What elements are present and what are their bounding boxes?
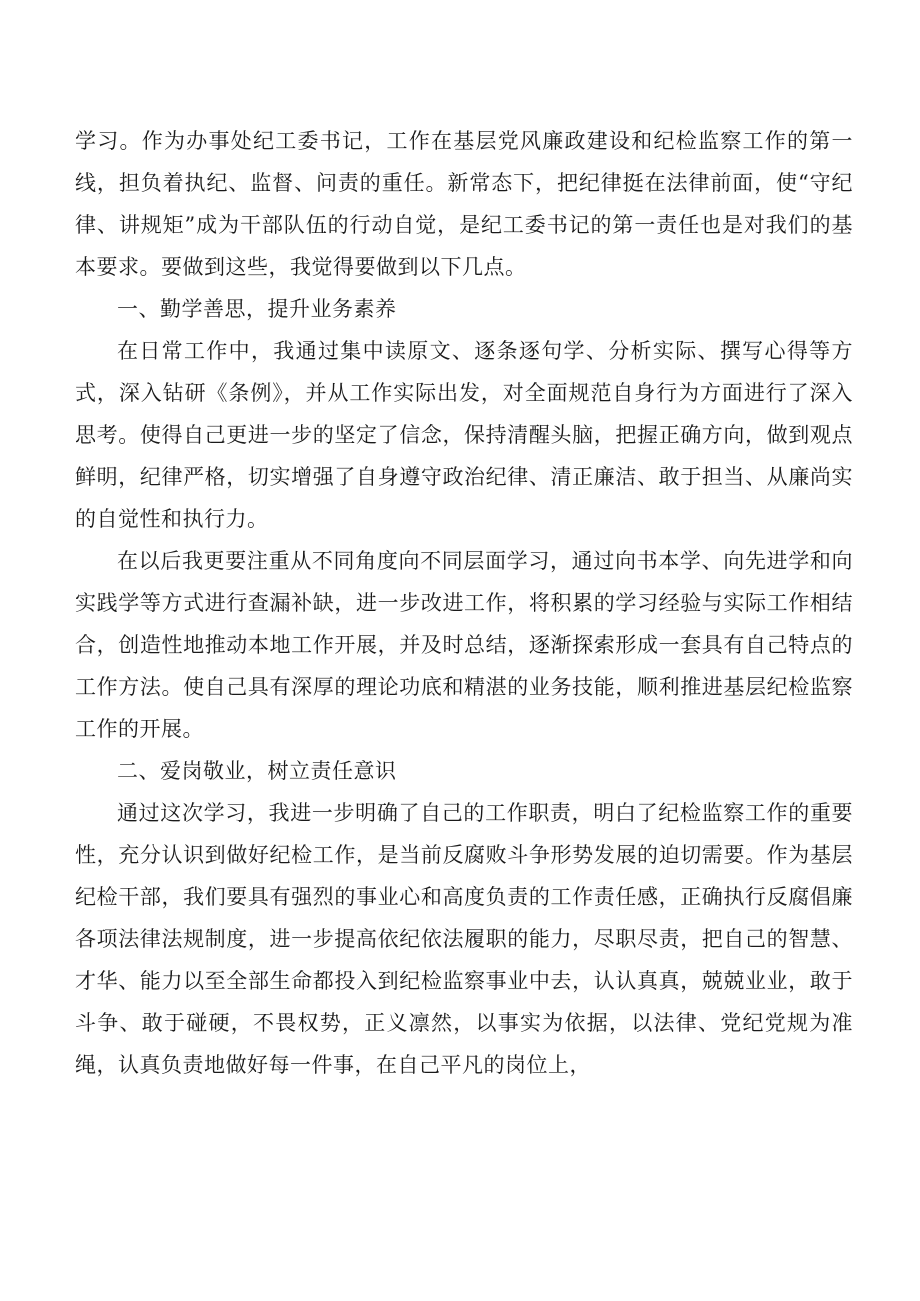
body-paragraph-2: 在日常工作中，我通过集中读原文、逐条逐句学、分析实际、撰写心得等方式，深入钻研《条例》，并从工作实际出发，对全面规范自身行为方面进行了深入思考。使得自己更进一步的坚定了信念，保持清醒头脑，把握正确方向，做到观点鲜明，纪律严格，切实增强了自身遵守政治纪律、清正廉洁、敢于担当、从廉尚实的自觉性和执行力。	[75, 339, 853, 531]
body-paragraph-3: 在以后我更要注重从不同角度向不同层面学习，通过向书本学、向先进学和向实践学等方式进行查漏补缺，进一步改进工作，将积累的学习经验与实际工作相结合，创造性地推动本地工作开展，并及时总结，逐渐探索形成一套具有自己特点的工作方法。使自己具有深厚的理论功底和精湛的业务技能，顺利推进基层纪检监察工作的开展。	[75, 549, 853, 741]
body-paragraph-1: 学习。作为办事处纪工委书记，工作在基层党风廉政建设和纪检监察工作的第一线，担负着执纪、监督、问责的重任。新常态下，把纪律挺在法律前面，使“守纪律、讲规矩”成为干部队伍的行动自觉，是纪工委书记的第一责任也是对我们的基本要求。要做到这些，我觉得要做到以下几点。	[75, 129, 853, 279]
section-heading-1: 一、勤学善思，提升业务素养	[117, 297, 397, 321]
body-paragraph-4: 通过这次学习，我进一步明确了自己的工作职责，明白了纪检监察工作的重要性，充分认识到做好纪检工作，是当前反腐败斗争形势发展的迫切需要。作为基层纪检干部，我们要具有强烈的事业心和高度负责的工作责任感，正确执行反腐倡廉各项法律法规制度，进一步提高依纪依法履职的能力，尽职尽责，把自己的智慧、才华、能力以至全部生命都投入到纪检监察事业中去，认认真真，兢兢业业，敢于斗争、敢于碰硬，不畏权势，正义凛然，以事实为依据，以法律、党纪党规为准绳，认真负责地做好每一件事，在自己平凡的岗位上，	[75, 801, 853, 1077]
section-heading-2: 二、爱岗敬业，树立责任意识	[117, 759, 397, 783]
document-page	[75, 120, 853, 1086]
